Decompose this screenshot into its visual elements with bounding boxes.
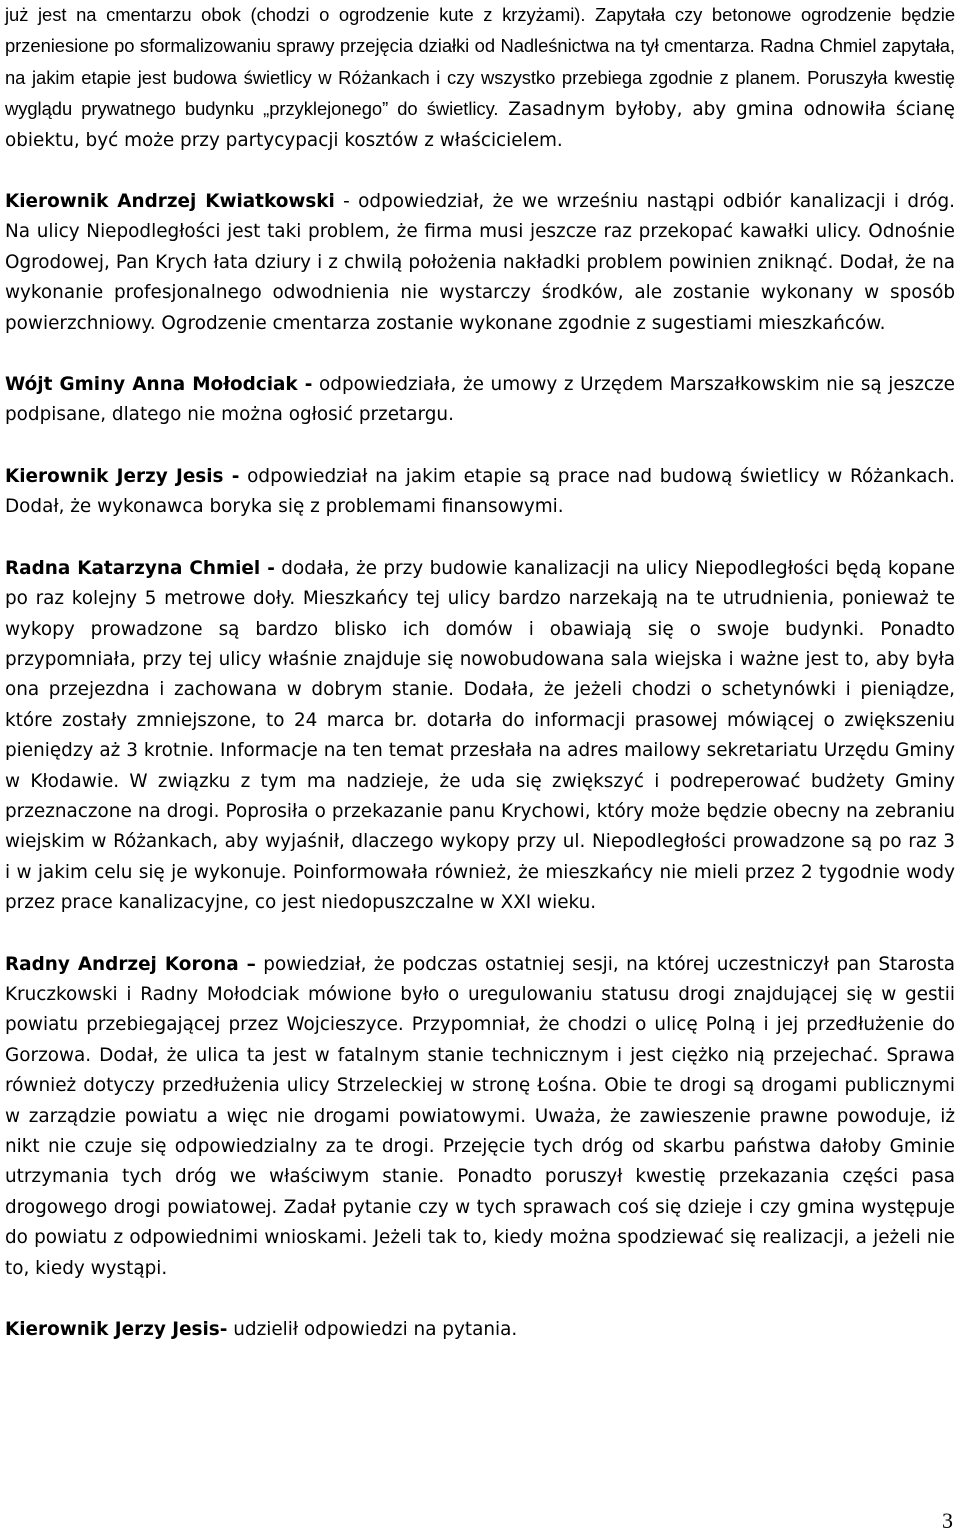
document-page (5, 0, 955, 1345)
paragraph-text: odpowiedziała, że umowy z Urzędem Marszałkowskim nie są jeszcze podpisane, dlatego nie można ogłosić przetargu. (5, 374, 955, 426)
speaker-name: Kierownik Andrzej Kwiatkowski (5, 191, 335, 213)
intro-text: już jest na cmentarzu obok (chodzi o ogrodzenie kute z krzyżami). Zapytała czy betonowe ogrodzenie będzie przeniesione po sformalizowaniu sprawy przejęcia działki od Nadleśnictwa na tył cmentarza. Radna Chmiel zapytała, na jakim etapie jest budowa świetlicy w Różankach i czy wszystko przebiega zgodnie z planem. Poruszyła kwestię wyglądu prywatnego budynku „przyklejonego” do świetlicy. (5, 4, 955, 120)
paragraph-jesis (5, 462, 955, 523)
paragraph-text: dodała, że przy budowie kanalizacji na ulicy Niepodległości będą kopane po raz kolejny 5 metrowe doły. Mieszkańcy tej ulicy bardzo narzekają na te utrudnienia, ponieważ te wykopy prowadzone są bardzo blisko ich domów i obawiają się o swoje budynki. Ponadto przypomniała, przy tej ulicy właśnie znajduje się nowobudowana sala wiejska i ważne jest to, aby była ona przejezdna i zachowana w dobrym stanie. Dodała, że jeżeli chodzi o schetynówki i pieniądze, które zostały zmniejszone, to 24 marca br. dotarła do informacji prasowej mówiącej o zwiększeniu pieniędzy aż 3 krotnie. Informacje na ten temat przesłała na adres mailowy sekretariatu Urzędu Gminy w Kłodawie. W związku z tym ma nadzieje, że uda się zwiększyć i podreperować budżety Gminy przeznaczone na drogi. Poprosiła o przekazanie panu Krychowi, który może będzie obecny na zebraniu wiejskim w Różankach, aby wyjaśnił, dlaczego wykopy przy ul. Niepodległości prowadzone są po raz 3 i w jakim celu się je wykonuje. Poinformowała również, że mieszkańcy nie mieli przez 2 tygodnie wody przez prace kanalizacyjne, co jest niedopuszczalne w XXI wieku. (5, 557, 955, 914)
page-number: 3 (942, 1508, 953, 1533)
paragraph-text: - odpowiedział, że we wrześniu nastąpi odbiór kanalizacji i dróg. Na ulicy Niepodległości jest taki problem, że firma musi jeszcze raz przekopać kawałki ulicy. Odnośnie Ogrodowej, Pan Krych łata dziury i z chwilą położenia nakładki problem powinien zniknąć. Dodał, że na wykonanie profesjonalnego odwodnienia nie wystarczy środków, ale zostanie wykonany w sposób powierzchniowy. Ogrodzenie cmentarza zostanie wykonane zgodnie z sugestiami mieszkańców. (5, 191, 955, 334)
speaker-name: Radny Andrzej Korona – (5, 953, 256, 975)
paragraph-text: udzielił odpowiedzi na pytania. (227, 1319, 518, 1341)
intro-paragraph (5, 0, 955, 156)
paragraph-chmiel (5, 554, 955, 919)
paragraph-text: odpowiedział na jakim etapie są prace nad budową świetlicy w Różankach. Dodał, że wykonawca boryka się z problemami finansowymi. (5, 465, 956, 518)
paragraph-wojt (5, 370, 955, 431)
speaker-name: Radna Katarzyna Chmiel - (5, 557, 275, 579)
paragraph-kwiatkowski (5, 187, 955, 339)
paragraph-korona (5, 950, 955, 1284)
paragraph-jesis-answer (5, 1315, 955, 1345)
speaker-name: Kierownik Jerzy Jesis - (5, 465, 240, 487)
paragraph-text: powiedział, że podczas ostatniej sesji, na której uczestniczył pan Starosta Kruczkowski i Radny Mołodciak mówione było o uregulowaniu statusu drogi znajdującej się w gestii powiatu przebiegającej przez Wojcieszyce. Przypomniał, że chodzi o ulicę Polną i jej przedłużenie do Gorzowa. Dodał, że ulica ta jest w fatalnym stanie technicznym i jest ciężko nią przejechać. Sprawa również dotyczy przedłużenia ulicy Strzeleckiej w stronę Łośna. Obie te drogi są drogami publicznymi w zarządzie powiatu a więc nie drogami powiatowymi. Uważa, że zawieszenie prawne powoduje, iż nikt nie czuje się odpowiedzialny za te drogi. Przejęcie tych dróg od skarbu państwa dałoby Gminie utrzymania tych dróg we właściwym stanie. Ponadto poruszył kwestię przekazania części pasa drogowego drogi powiatowej. Zadał pytanie czy w tych sprawach coś się dzieje i czy gmina występuje do powiatu z odpowiednimi wnioskami. Jeżeli tak to, kiedy można spodziewać się realizacji, a jeżeli nie to, kiedy wystąpi. (5, 953, 956, 1279)
intro-text-continued: Zasadnym byłoby, aby gmina odnowiła ścianę obiektu, być może przy partycypacji kosztów z właścicielem. (5, 99, 955, 151)
speaker-name: Kierownik Jerzy Jesis- (5, 1319, 228, 1341)
speaker-name: Wójt Gminy Anna Mołodciak - (5, 374, 313, 396)
